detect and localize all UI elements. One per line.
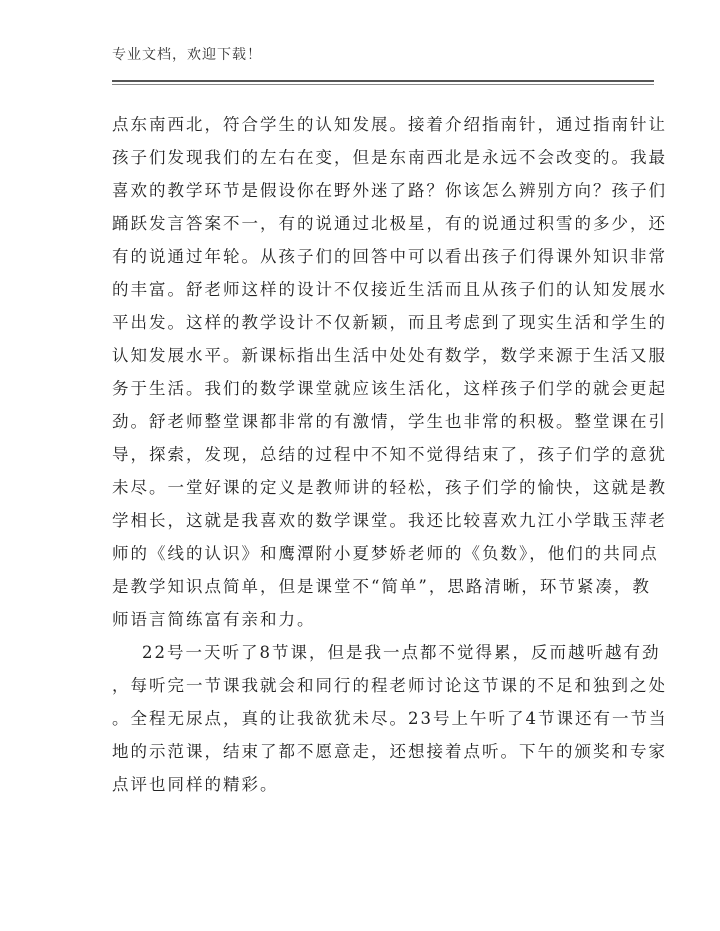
text-line: 未尽。一堂好课的定义是教师讲的轻松，孩子们学的愉快，这就是教 <box>112 478 667 497</box>
text-line: 。全程无尿点，真的让我欲犹未尽。23号上午听了4节课还有一节当 <box>112 709 668 728</box>
text-line: 踊跃发言答案不一，有的说通过北极星，有的说通过积雪的多少，还 <box>112 214 667 233</box>
paragraph-2 <box>112 636 668 801</box>
text-line: 务于生活。我们的数学课堂就应该生活化，这样孩子们学的就会更起 <box>112 379 667 398</box>
document-header: 专业文档，欢迎下载！ <box>112 47 262 63</box>
text-line: 师语言简练富有亲和力。 <box>112 610 316 629</box>
text-line: 孩子们发现我们的左右在变，但是东南西北是永远不会改变的。我最 <box>112 148 667 167</box>
text-line: 劲。舒老师整堂课都非常的有激情，学生也非常的积极。整堂课在引 <box>112 412 667 431</box>
header-rule-thick <box>112 80 654 82</box>
text-line: 导，探索，发现，总结的过程中不知不觉得结束了，孩子们学的意犹 <box>112 445 667 464</box>
text-line: 喜欢的教学环节是假设你在野外迷了路？你该怎么辨别方向？孩子们 <box>112 181 667 200</box>
text-line: 的丰富。舒老师这样的设计不仅接近生活而且从孩子们的认知发展水 <box>112 280 667 299</box>
paragraph-1 <box>112 108 667 636</box>
header-rule-thin <box>112 84 654 85</box>
text-line: 地的示范课，结束了都不愿意走，还想接着点听。下午的颁奖和专家 <box>112 742 667 761</box>
text-line: 22号一天听了8节课，但是我一点都不觉得累，反而越听越有劲 <box>142 643 661 662</box>
text-line: 点东南西北，符合学生的认知发展。接着介绍指南针，通过指南针让 <box>112 115 667 134</box>
document-body <box>112 108 668 801</box>
text-line: ，每听完一节课我就会和同行的程老师讨论这节课的不足和独到之处 <box>112 676 667 695</box>
text-line: 师的《线的认识》和鹰潭附小夏梦娇老师的《负数》，他们的共同点 <box>112 544 659 563</box>
text-line: 是教学知识点简单，但是课堂不“简单”，思路清晰，环节紧凑，教 <box>112 577 651 596</box>
text-line: 点评也同样的精彩。 <box>112 775 279 794</box>
text-line: 认知发展水平。新课标指出生活中处处有数学，数学来源于生活又服 <box>112 346 667 365</box>
text-line: 平出发。这样的教学设计不仅新颖，而且考虑到了现实生活和学生的 <box>112 313 667 332</box>
text-line: 学相长，这就是我喜欢的数学课堂。我还比较喜欢九江小学戢玉萍老 <box>112 511 667 530</box>
text-line: 有的说通过年轮。从孩子们的回答中可以看出孩子们得课外知识非常 <box>112 247 667 266</box>
